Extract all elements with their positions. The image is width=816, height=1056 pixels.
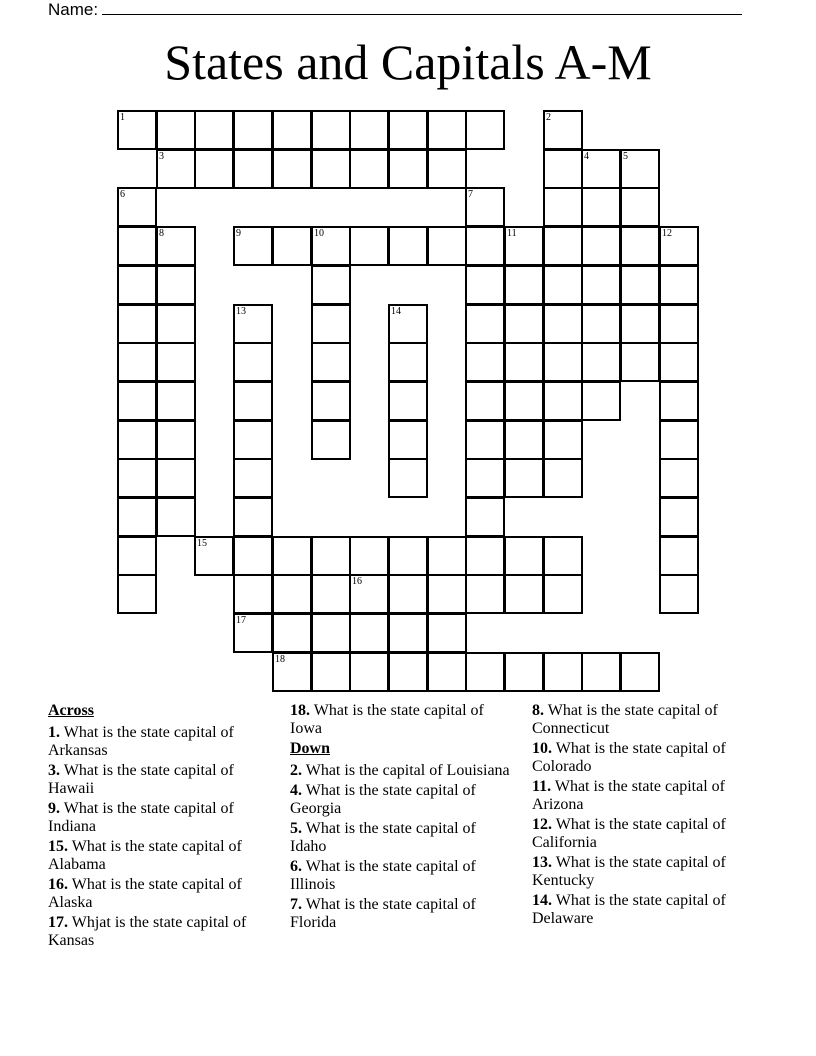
grid-cell[interactable] — [504, 536, 544, 576]
grid-cell[interactable] — [465, 187, 505, 227]
grid-cell[interactable] — [117, 226, 157, 266]
grid-cell[interactable] — [311, 265, 351, 305]
grid-cell[interactable] — [543, 149, 583, 189]
grid-cell[interactable] — [272, 110, 312, 150]
grid-cell[interactable] — [465, 110, 505, 150]
grid-cell[interactable] — [465, 420, 505, 460]
grid-cell[interactable] — [194, 149, 234, 189]
clue-number: 15 — [197, 538, 207, 549]
grid-cell[interactable] — [233, 304, 273, 344]
grid-cell[interactable] — [659, 536, 699, 576]
clue-column-1 — [48, 702, 274, 952]
grid-cell[interactable] — [272, 226, 312, 266]
grid-cell[interactable] — [117, 304, 157, 344]
grid-cell[interactable] — [465, 652, 505, 692]
grid-cell[interactable] — [504, 652, 544, 692]
clue-number: 7 — [468, 189, 473, 200]
clue-number: 11 — [507, 228, 517, 239]
grid-cell[interactable] — [427, 613, 467, 653]
clue-number: 1 — [120, 112, 125, 123]
grid-cell[interactable] — [388, 149, 428, 189]
clue-down-11: 11. What is the state capital of Arizona — [532, 778, 725, 813]
grid-cell[interactable] — [620, 149, 660, 189]
grid-cell[interactable] — [543, 265, 583, 305]
grid-cell[interactable] — [311, 420, 351, 460]
clue-number: 2 — [546, 112, 551, 123]
grid-cell[interactable] — [272, 613, 312, 653]
grid-cell[interactable] — [504, 342, 544, 382]
grid-cell[interactable] — [465, 458, 505, 498]
grid-cell[interactable] — [659, 304, 699, 344]
clue-number: 16 — [352, 576, 362, 587]
grid-cell[interactable] — [465, 226, 505, 266]
grid-cell[interactable] — [504, 381, 544, 421]
name-label: Name: — [48, 0, 99, 19]
grid-cell[interactable] — [620, 226, 660, 266]
clue-down-4: 4. What is the state capital of Georgia — [290, 782, 476, 817]
grid-cell[interactable] — [388, 342, 428, 382]
grid-cell[interactable] — [543, 110, 583, 150]
name-field[interactable] — [48, 0, 742, 20]
grid-cell[interactable] — [156, 110, 196, 150]
grid-cell[interactable] — [659, 226, 699, 266]
grid-cell[interactable] — [117, 342, 157, 382]
grid-cell[interactable] — [620, 304, 660, 344]
grid-cell[interactable] — [233, 110, 273, 150]
clue-number: 8 — [159, 228, 164, 239]
grid-cell[interactable] — [620, 265, 660, 305]
grid-cell[interactable] — [504, 420, 544, 460]
grid-cell[interactable] — [233, 149, 273, 189]
grid-cell[interactable] — [581, 265, 621, 305]
grid-cell[interactable] — [659, 381, 699, 421]
grid-cell[interactable] — [272, 652, 312, 692]
grid-cell[interactable] — [117, 420, 157, 460]
grid-cell[interactable] — [427, 226, 467, 266]
grid-cell[interactable] — [156, 226, 196, 266]
grid-cell[interactable] — [233, 458, 273, 498]
grid-cell[interactable] — [349, 574, 389, 614]
clue-number: 9 — [236, 228, 241, 239]
grid-cell[interactable] — [543, 304, 583, 344]
grid-cell[interactable] — [504, 226, 544, 266]
grid-cell[interactable] — [156, 497, 196, 537]
grid-cell[interactable] — [233, 613, 273, 653]
grid-cell[interactable] — [465, 536, 505, 576]
down-heading: Down — [290, 740, 331, 757]
grid-cell[interactable] — [311, 304, 351, 344]
grid-cell[interactable] — [311, 536, 351, 576]
grid-cell[interactable] — [349, 226, 389, 266]
clue-number: 14 — [391, 306, 401, 317]
grid-cell[interactable] — [311, 149, 351, 189]
grid-cell[interactable] — [388, 420, 428, 460]
grid-cell[interactable] — [311, 574, 351, 614]
grid-cell[interactable] — [388, 226, 428, 266]
name-underline[interactable] — [102, 0, 742, 15]
grid-cell[interactable] — [620, 652, 660, 692]
grid-cell[interactable] — [620, 187, 660, 227]
grid-cell[interactable] — [504, 574, 544, 614]
grid-cell[interactable] — [349, 613, 389, 653]
grid-cell[interactable] — [156, 265, 196, 305]
clue-down-5: 5. What is the state capital of Idaho — [290, 820, 476, 855]
clue-number: 3 — [159, 151, 164, 162]
grid-cell[interactable] — [233, 574, 273, 614]
grid-cell[interactable] — [349, 149, 389, 189]
grid-cell[interactable] — [311, 652, 351, 692]
grid-cell[interactable] — [581, 149, 621, 189]
grid-cell[interactable] — [272, 149, 312, 189]
grid-cell[interactable] — [504, 304, 544, 344]
grid-cell[interactable] — [543, 420, 583, 460]
clue-down-14: 14. What is the state capital of Delaware — [532, 892, 726, 927]
grid-cell[interactable] — [233, 342, 273, 382]
grid-cell[interactable] — [156, 420, 196, 460]
clue-down-13: 13. What is the state capital of Kentucky — [532, 854, 726, 889]
grid-cell[interactable] — [543, 652, 583, 692]
clue-number: 13 — [236, 306, 246, 317]
grid-cell[interactable] — [156, 149, 196, 189]
grid-cell[interactable] — [117, 458, 157, 498]
grid-cell[interactable] — [504, 458, 544, 498]
grid-cell[interactable] — [349, 652, 389, 692]
grid-cell[interactable] — [581, 381, 621, 421]
grid-cell[interactable] — [659, 574, 699, 614]
grid-cell[interactable] — [156, 304, 196, 344]
grid-cell[interactable] — [311, 110, 351, 150]
grid-cell[interactable] — [659, 342, 699, 382]
grid-cell[interactable] — [233, 536, 273, 576]
grid-cell[interactable] — [659, 420, 699, 460]
grid-cell[interactable] — [311, 613, 351, 653]
clue-down-7: 7. What is the state capital of Florida — [290, 896, 476, 931]
grid-cell[interactable] — [659, 458, 699, 498]
grid-cell[interactable] — [427, 110, 467, 150]
grid-cell[interactable] — [311, 342, 351, 382]
clue-number: 10 — [314, 228, 324, 239]
grid-cell[interactable] — [465, 574, 505, 614]
clue-down-12: 12. What is the state capital of California — [532, 816, 726, 851]
grid-cell[interactable] — [233, 420, 273, 460]
grid-cell[interactable] — [388, 613, 428, 653]
grid-cell[interactable] — [543, 458, 583, 498]
grid-cell[interactable] — [156, 342, 196, 382]
grid-cell[interactable] — [465, 342, 505, 382]
grid-cell[interactable] — [465, 304, 505, 344]
grid-cell[interactable] — [194, 110, 234, 150]
grid-cell[interactable] — [117, 574, 157, 614]
grid-cell[interactable] — [581, 226, 621, 266]
page-title: States and Capitals A-M — [164, 34, 652, 90]
grid-cell[interactable] — [581, 342, 621, 382]
grid-cell[interactable] — [543, 187, 583, 227]
clue-down-10: 10. What is the state capital of Colorado — [532, 740, 726, 775]
grid-cell[interactable] — [349, 110, 389, 150]
grid-cell[interactable] — [388, 304, 428, 344]
grid-cell[interactable] — [233, 381, 273, 421]
clue-across-17: 17. Whjat is the state capital of Kansas — [48, 914, 247, 949]
clue-number: 5 — [623, 151, 628, 162]
grid-cell[interactable] — [117, 110, 157, 150]
clue-number: 18 — [275, 654, 285, 665]
clue-down-2: 2. What is the capital of Louisiana — [290, 762, 510, 779]
grid-cell[interactable] — [620, 342, 660, 382]
grid-cell[interactable] — [388, 574, 428, 614]
clue-across-16: 16. What is the state capital of Alaska — [48, 876, 242, 911]
clue-across-3: 3. What is the state capital of Hawaii — [48, 762, 234, 797]
clue-column-2 — [290, 702, 516, 934]
clue-across-1: 1. What is the state capital of Arkansas — [48, 724, 234, 759]
grid-cell[interactable] — [311, 381, 351, 421]
grid-cell[interactable] — [427, 574, 467, 614]
grid-cell[interactable] — [388, 536, 428, 576]
grid-cell[interactable] — [543, 381, 583, 421]
grid-cell[interactable] — [427, 149, 467, 189]
clue-across-9: 9. What is the state capital of Indiana — [48, 800, 234, 835]
grid-cell[interactable] — [117, 187, 157, 227]
clue-across-18: 18. What is the state capital of Iowa — [290, 702, 484, 737]
grid-cell[interactable] — [427, 652, 467, 692]
grid-cell[interactable] — [465, 381, 505, 421]
grid-cell[interactable] — [117, 265, 157, 305]
grid-cell[interactable] — [117, 381, 157, 421]
clue-down-8: 8. What is the state capital of Connecticut — [532, 702, 718, 737]
grid-cell[interactable] — [543, 342, 583, 382]
grid-cell[interactable] — [581, 652, 621, 692]
grid-cell[interactable] — [156, 458, 196, 498]
grid-cell[interactable] — [659, 497, 699, 537]
grid-cell[interactable] — [233, 497, 273, 537]
grid-cell[interactable] — [465, 497, 505, 537]
grid-cell[interactable] — [117, 536, 157, 576]
grid-cell[interactable] — [659, 265, 699, 305]
grid-cell[interactable] — [117, 497, 157, 537]
grid-cell[interactable] — [272, 536, 312, 576]
clue-across-15: 15. What is the state capital of Alabama — [48, 838, 242, 873]
grid-cell[interactable] — [504, 265, 544, 305]
grid-cell[interactable] — [388, 652, 428, 692]
crossword-grid — [117, 110, 707, 694]
grid-cell[interactable] — [581, 304, 621, 344]
grid-cell[interactable] — [388, 381, 428, 421]
grid-cell[interactable] — [581, 187, 621, 227]
grid-cell[interactable] — [388, 458, 428, 498]
grid-cell[interactable] — [349, 536, 389, 576]
clue-number: 12 — [662, 228, 672, 239]
grid-cell[interactable] — [272, 574, 312, 614]
across-heading: Across — [48, 702, 94, 719]
clue-down-6: 6. What is the state capital of Illinois — [290, 858, 476, 893]
grid-cell[interactable] — [311, 226, 351, 266]
grid-cell[interactable] — [156, 381, 196, 421]
grid-cell[interactable] — [543, 536, 583, 576]
grid-cell[interactable] — [465, 265, 505, 305]
grid-cell[interactable] — [543, 226, 583, 266]
grid-cell[interactable] — [388, 110, 428, 150]
grid-cell[interactable] — [427, 536, 467, 576]
clue-column-3 — [532, 702, 758, 930]
clue-number: 4 — [584, 151, 589, 162]
grid-cell[interactable] — [194, 536, 234, 576]
grid-cell[interactable] — [543, 574, 583, 614]
clue-number: 6 — [120, 189, 125, 200]
grid-cell[interactable] — [233, 226, 273, 266]
clue-number: 17 — [236, 615, 246, 626]
